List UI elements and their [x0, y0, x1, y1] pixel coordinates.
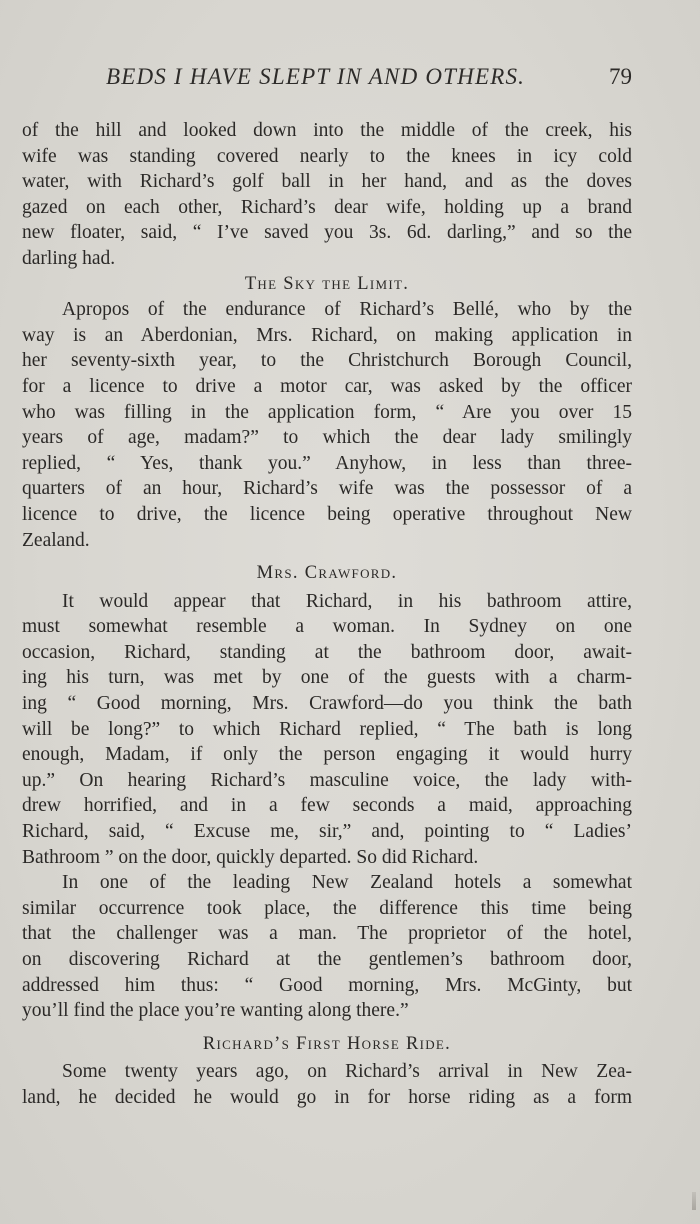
text-line: must somewhat resemble a woman. In Sydney on one [22, 616, 632, 638]
text-line: her seventy-sixth year, to the Christchurch Borough Council, [22, 350, 632, 372]
text-line: up.” On hearing Richard’s masculine voice, the lady with- [22, 769, 632, 791]
text-line: will be long?” to which Richard replied, “ The bath is long [22, 718, 632, 740]
text-line: Apropos of the endurance of Richard’s Bellé, who by the [62, 299, 632, 321]
paragraph-creek [22, 118, 632, 272]
text-line: licence to drive, the licence being operative throughout New [22, 503, 632, 525]
paragraph-sydney-bathroom [22, 589, 632, 871]
text-line: replied, “ Yes, thank you.” Anyhow, in less than three- [22, 452, 632, 474]
text-line: Bathroom ” on the door, quickly departed. So did Richard. [22, 846, 479, 868]
section-heading-sky-the-limit: The Sky the Limit. [244, 273, 410, 294]
page-number: 79 [609, 64, 632, 89]
text-line: on discovering Richard at the gentlemen’s bathroom door, [22, 949, 632, 970]
text-line: ing “ Good morning, Mrs. Crawford—do you think the bath [22, 693, 632, 715]
text-line: Zealand. [22, 529, 90, 551]
text-line: land, he decided he would go in for horse riding as a form [22, 1086, 632, 1108]
text-line: gazed on each other, Richard’s dear wife, holding up a brand [22, 196, 632, 218]
text-line: ing his turn, was met by one of the guests with a charm- [22, 667, 632, 689]
text-line: enough, Madam, if only the person engaging it would hurry [22, 744, 632, 766]
text-line: way is an Aberdonian, Mrs. Richard, on making application in [22, 324, 632, 346]
text-line: It would appear that Richard, in his bathroom attire, [62, 590, 632, 612]
text-line: years of age, madam?” to which the dear lady smilingly [22, 427, 632, 449]
paragraph-licence [22, 297, 632, 553]
text-line: of the hill and looked down into the middle of the creek, his [22, 120, 632, 141]
text-line: who was filling in the application form, “ Are you over 15 [22, 401, 632, 423]
page-edge-mark [692, 1192, 696, 1210]
text-line: water, with Richard’s golf ball in her hand, and as the doves [22, 171, 632, 193]
text-line: occasion, Richard, standing at the bathroom door, await- [22, 641, 632, 663]
text-line: you’ll find the place you’re wanting along there.” [22, 1000, 409, 1022]
text-line: similar occurrence took place, the difference this time being [22, 897, 632, 919]
text-line: quarters of an hour, Richard’s wife was the possessor of a [22, 478, 632, 500]
text-line: that the challenger was a man. The proprietor of the hotel, [22, 923, 632, 945]
text-line: drew horrified, and in a few seconds a maid, approaching [22, 795, 632, 817]
paragraph-nz-hotel [22, 870, 632, 1024]
body-text [22, 118, 632, 1111]
section-heading-mrs-crawford: Mrs. Crawford. [256, 563, 398, 584]
text-line: wife was standing covered nearly to the knees in icy cold [22, 145, 632, 167]
text-line: addressed him thus: “ Good morning, Mrs. McGinty, but [22, 974, 632, 996]
paragraph-horse-ride [22, 1059, 632, 1110]
running-title: BEDS I HAVE SLEPT IN AND OTHERS. [106, 64, 526, 89]
text-line: In one of the leading New Zealand hotels a somewhat [62, 872, 632, 894]
text-line: darling had. [22, 247, 116, 269]
text-line: Richard, said, “ Excuse me, sir,” and, pointing to “ Ladies’ [22, 821, 632, 843]
text-line: for a licence to drive a motor car, was asked by the officer [22, 375, 632, 397]
text-line: new floater, said, “ I’ve saved you 3s. 6d. darling,” and so the [22, 222, 632, 244]
running-head [0, 64, 700, 100]
text-line: Some twenty years ago, on Richard’s arrival in New Zea- [62, 1061, 632, 1083]
section-heading-first-horse-ride: Richard’s First Horse Ride. [202, 1033, 452, 1054]
